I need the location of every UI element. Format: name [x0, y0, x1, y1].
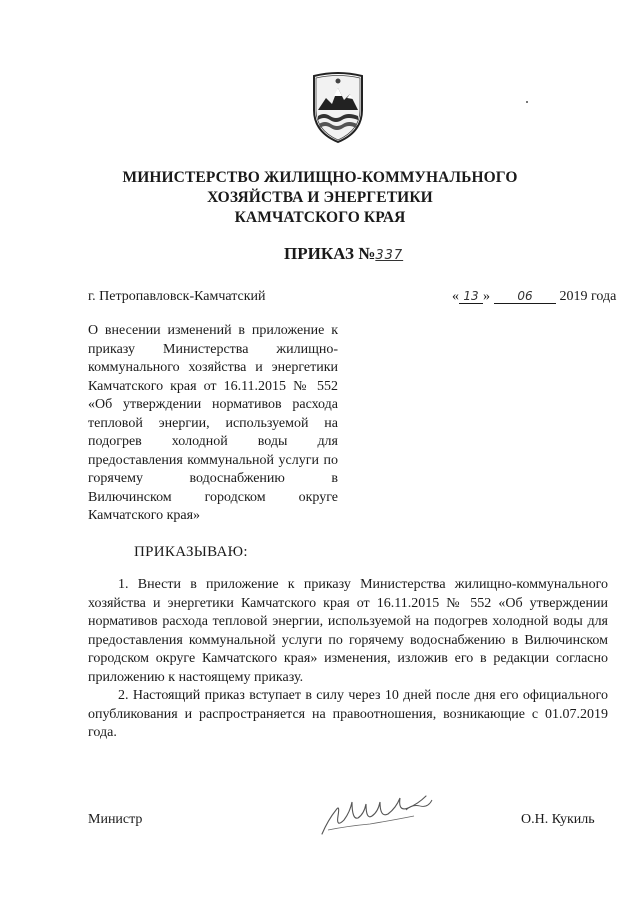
date-month: 06: [494, 289, 556, 304]
date-day: 13: [459, 289, 483, 304]
order-title-label: ПРИКАЗ №: [284, 244, 376, 263]
directive-heading: ПРИКАЗЫВАЮ:: [134, 544, 248, 560]
order-date: [452, 289, 616, 305]
paragraph-1: 1. Внести в приложение к приказу Министерства жилищно-коммунального хозяйства и энергетики Камчатского края от 16.11.2015 № 552 «Об утверждении нормативов расхода тепловой энергии, используемой на подогрев холодной воды для предоставления коммунальной услуги по горячему водоснабжению в Вилючинском городском округе Камчатского края» изменения, изложив его в редакции согласно приложению к настоящему приказу.: [88, 577, 608, 685]
order-number: 337: [375, 248, 404, 263]
ministry-line-1: МИНИСТЕРСТВО ЖИЛИЩНО-КОММУНАЛЬНОГО: [122, 169, 518, 186]
signatory-position: Министр: [88, 812, 143, 827]
city: г. Петропавловск-Камчатский: [88, 289, 266, 304]
coat-of-arms-icon: [312, 70, 364, 144]
date-quote-close: »: [483, 289, 490, 304]
order-subject: О внесении изменений в приложение к приказу Министерства жилищно-коммунального хозяйства и энергетики Камчатского края от 16.11.2015 № 552 «Об утверждении нормативов расхода тепловой энергии, используемой на подогрев холодной воды для предоставления коммунальной услуги по горячему водоснабжению в Вилючинском городском округе Камчатского края»: [88, 323, 338, 523]
order-title: [284, 244, 403, 264]
date-quote-open: «: [452, 289, 459, 304]
order-body: [88, 576, 608, 743]
scan-speck: [526, 101, 528, 103]
paragraph-2: 2. Настоящий приказ вступает в силу через 10 дней после дня его официального опубликования и распространяется на правоотношения, возникающие с 01.07.2019 года.: [88, 688, 608, 740]
ministry-line-3: КАМЧАТСКОГО КРАЯ: [234, 209, 406, 226]
date-year: 2019 года: [559, 289, 617, 304]
signature-icon: [318, 790, 438, 840]
signatory-name: О.Н. Кукиль: [521, 812, 595, 827]
ministry-header: [0, 168, 640, 228]
ministry-line-2: ХОЗЯЙСТВА И ЭНЕРГЕТИКИ: [207, 189, 433, 206]
